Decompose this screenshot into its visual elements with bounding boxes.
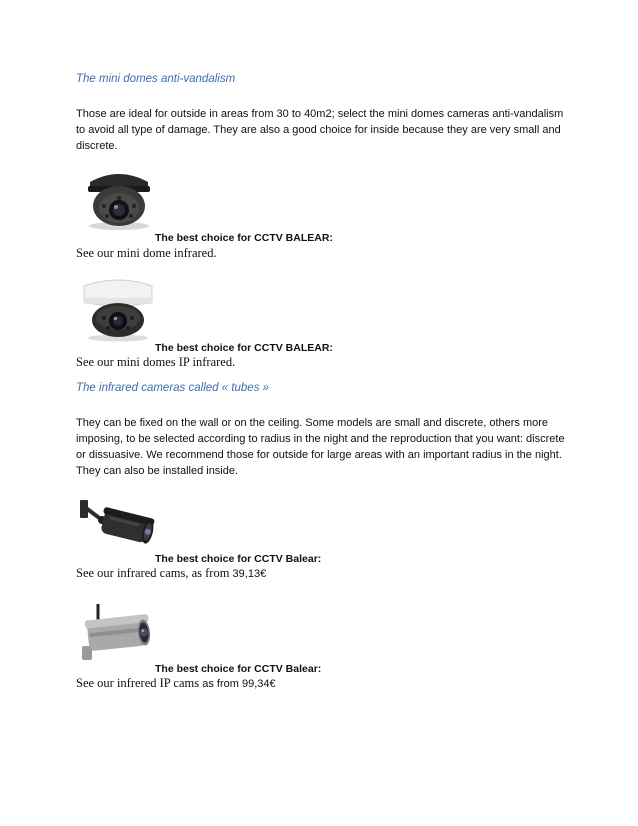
section-paragraph-infrared-tubes: They can be fixed on the wall or on the ceiling. Some models are small and discrete, others more imposing, to be selected according to radius in the night and the reproduction that you want: discrete or dissuasive. We recommend those for outside for large areas with an important radius in the night. They can also be installed inside. [76, 417, 565, 477]
dome-camera-white-icon [80, 276, 156, 342]
see-infrared-cams-text: See our infrared cams, as from [76, 566, 230, 580]
caption-infrared-cams: The best choice for CCTV Balear: [155, 553, 322, 565]
bullet-camera-black-icon [78, 498, 156, 550]
section-heading-mini-domes: The mini domes anti-vandalism [76, 73, 236, 85]
caption-mini-domes-ip: The best choice for CCTV BALEAR: [155, 342, 333, 354]
see-infrared-ip-cams-price: as from 99,34€ [202, 678, 276, 690]
section-heading-infrared-tubes: The infrared cameras called « tubes » [76, 382, 270, 394]
caption-mini-dome-infrared: The best choice for CCTV BALEAR: [155, 232, 333, 244]
dome-camera-black-icon [82, 168, 156, 232]
see-infrared-ip-cams-text: See our infrered IP cams [76, 676, 200, 690]
caption-infrared-ip-cams: The best choice for CCTV Balear: [155, 663, 322, 675]
see-infrared-cams-price: 39,13€ [232, 568, 267, 580]
see-mini-dome-infrared: See our mini dome infrared. [76, 246, 217, 260]
section-paragraph-mini-domes: Those are ideal for outside in areas from 30 to 40m2; select the mini domes cameras anti-vandalism to avoid all type of damage. They are also a good choice for inside because they are very small and discrete. [76, 108, 564, 152]
see-infrared-cams [76, 566, 266, 581]
see-infrared-ip-cams [76, 676, 276, 691]
see-mini-domes-ip: See our mini domes IP infrared. [76, 355, 236, 369]
bullet-camera-silver-icon [80, 602, 154, 664]
